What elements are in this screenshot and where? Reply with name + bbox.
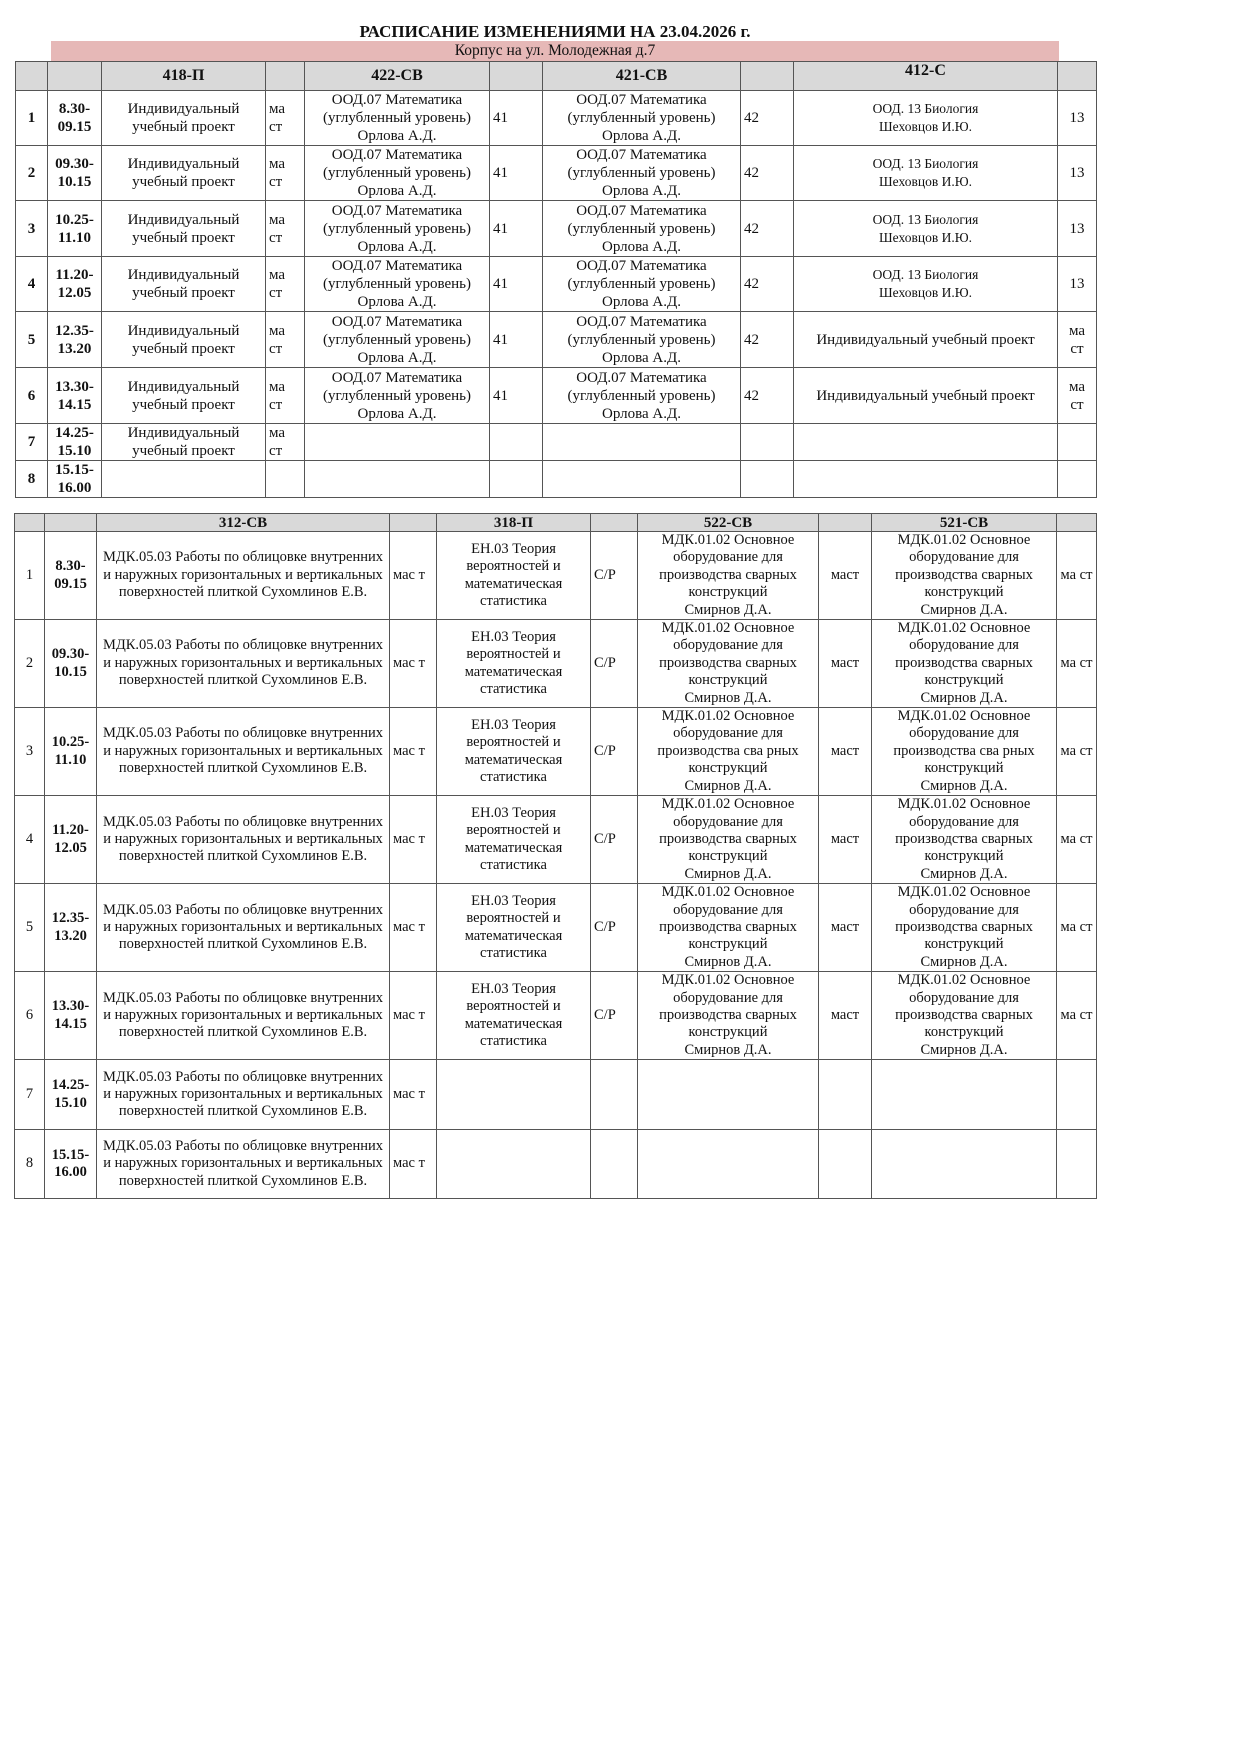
lesson-subject: МДК.05.03 Работы по облицовке внутренних и наружных горизонтальных и вертикальных поверхностей плиткой Сухомлинов Е.В. [97, 972, 390, 1060]
lesson-subject: ЕН.03 Теория вероятностей и математическая статистика [437, 532, 591, 620]
lesson-number: 6 [15, 972, 45, 1060]
lesson-subject: ЕН.03 Теория вероятностей и математическая статистика [437, 796, 591, 884]
room: 41 [490, 368, 543, 424]
table-row [15, 884, 1097, 972]
lesson-subject: МДК.01.02 Основное оборудование для производства сварных конструкций Смирнов Д.А. [872, 796, 1057, 884]
lesson-time: 13.30- 14.15 [48, 368, 102, 424]
lesson-number: 5 [15, 884, 45, 972]
lesson-time: 10.25- 11.10 [48, 201, 102, 257]
header-cell [1057, 514, 1097, 532]
lesson-subject: ООД.07 Математика (углубленный уровень) Орлова А.Д. [305, 368, 490, 424]
header-cell [490, 62, 543, 91]
room: С/Р [591, 884, 638, 972]
room: 13 [1058, 91, 1097, 146]
room [266, 461, 305, 498]
lesson-number: 7 [16, 424, 48, 461]
lesson-time: 12.35- 13.20 [48, 312, 102, 368]
room: 13 [1058, 201, 1097, 257]
lesson-subject: ООД.07 Математика (углубленный уровень) Орлова А.Д. [543, 368, 741, 424]
lesson-subject: МДК.05.03 Работы по облицовке внутренних и наружных горизонтальных и вертикальных поверхностей плиткой Сухомлинов Е.В. [97, 1060, 390, 1130]
header-cell [591, 514, 638, 532]
lesson-subject: МДК.05.03 Работы по облицовке внутренних и наружных горизонтальных и вертикальных поверхностей плиткой Сухомлинов Е.В. [97, 884, 390, 972]
lesson-subject: ЕН.03 Теория вероятностей и математическая статистика [437, 884, 591, 972]
lesson-time: 15.15- 16.00 [48, 461, 102, 498]
lesson-subject [872, 1130, 1057, 1199]
room: мас т [390, 884, 437, 972]
lesson-subject: ООД.07 Математика (углубленный уровень) Орлова А.Д. [543, 312, 741, 368]
lesson-time: 13.30- 14.15 [45, 972, 97, 1060]
lesson-subject: ЕН.03 Теория вероятностей и математическая статистика [437, 620, 591, 708]
room [1058, 461, 1097, 498]
room: 13 [1058, 146, 1097, 201]
lesson-subject: Индивидуальный учебный проект [102, 91, 266, 146]
header-cell [15, 514, 45, 532]
group-header: 421-СВ [543, 62, 741, 91]
schedule-table-2 [14, 513, 1097, 1199]
room: маст [819, 532, 872, 620]
lesson-subject: МДК.01.02 Основное оборудование для производства сварных конструкций Смирнов Д.А. [638, 884, 819, 972]
lesson-subject: Индивидуальный учебный проект [794, 368, 1058, 424]
table-row [16, 312, 1097, 368]
table-row [16, 91, 1097, 146]
group-header: 422-СВ [305, 62, 490, 91]
room: ма ст [1057, 620, 1097, 708]
room: 13 [1058, 257, 1097, 312]
room: 42 [741, 146, 794, 201]
lesson-subject: МДК.05.03 Работы по облицовке внутренних и наружных горизонтальных и вертикальных поверхностей плиткой Сухомлинов Е.В. [97, 1130, 390, 1199]
table-row [16, 424, 1097, 461]
lesson-subject: ООД.07 Математика (углубленный уровень) Орлова А.Д. [543, 146, 741, 201]
lesson-time: 11.20- 12.05 [45, 796, 97, 884]
room [819, 1130, 872, 1199]
lesson-time: 12.35- 13.20 [45, 884, 97, 972]
lesson-subject: ООД.07 Математика (углубленный уровень) Орлова А.Д. [305, 201, 490, 257]
room [591, 1060, 638, 1130]
lesson-time: 8.30- 09.15 [45, 532, 97, 620]
header-cell [266, 62, 305, 91]
lesson-subject: МДК.01.02 Основное оборудование для производства сварных конструкций Смирнов Д.А. [872, 620, 1057, 708]
room [741, 461, 794, 498]
room: С/Р [591, 620, 638, 708]
table-row [15, 532, 1097, 620]
room: ма ст [1057, 708, 1097, 796]
room: ма ст [1057, 796, 1097, 884]
lesson-subject [794, 424, 1058, 461]
room: маст [819, 708, 872, 796]
room: 42 [741, 91, 794, 146]
building-label: Корпус на ул. Молодежная д.7 [51, 41, 1059, 61]
lesson-subject [543, 424, 741, 461]
room [1057, 1130, 1097, 1199]
lesson-subject: ООД. 13 Биология Шеховцов И.Ю. [794, 257, 1058, 312]
lesson-subject: МДК.05.03 Работы по облицовке внутренних и наружных горизонтальных и вертикальных поверхностей плиткой Сухомлинов Е.В. [97, 708, 390, 796]
lesson-subject: ООД.07 Математика (углубленный уровень) Орлова А.Д. [305, 91, 490, 146]
room: ма ст [1058, 312, 1097, 368]
room: мас т [390, 708, 437, 796]
lesson-subject: Индивидуальный учебный проект [794, 312, 1058, 368]
group-header: 522-СВ [638, 514, 819, 532]
room [490, 461, 543, 498]
lesson-number: 1 [16, 91, 48, 146]
room: ма ст [266, 201, 305, 257]
lesson-time: 10.25- 11.10 [45, 708, 97, 796]
table-row [15, 796, 1097, 884]
lesson-subject: ООД. 13 Биология Шеховцов И.Ю. [794, 146, 1058, 201]
lesson-number: 6 [16, 368, 48, 424]
lesson-number: 4 [15, 796, 45, 884]
lesson-number: 7 [15, 1060, 45, 1130]
lesson-subject [543, 461, 741, 498]
lesson-subject: ООД.07 Математика (углубленный уровень) Орлова А.Д. [305, 257, 490, 312]
room: ма ст [266, 257, 305, 312]
table-row [15, 708, 1097, 796]
room: С/Р [591, 708, 638, 796]
lesson-subject: МДК.01.02 Основное оборудование для производства сварных конструкций Смирнов Д.А. [638, 532, 819, 620]
room: С/Р [591, 796, 638, 884]
table-row [15, 972, 1097, 1060]
lesson-subject: ООД. 13 Биология Шеховцов И.Ю. [794, 201, 1058, 257]
room: ма ст [1057, 532, 1097, 620]
lesson-subject [305, 461, 490, 498]
group-header: 418-П [102, 62, 266, 91]
room: ма ст [266, 368, 305, 424]
lesson-subject: Индивидуальный учебный проект [102, 312, 266, 368]
table-row [16, 201, 1097, 257]
table-row [16, 257, 1097, 312]
lesson-subject [872, 1060, 1057, 1130]
group-header: 318-П [437, 514, 591, 532]
lesson-subject [638, 1130, 819, 1199]
room: маст [819, 972, 872, 1060]
lesson-subject: МДК.01.02 Основное оборудование для производства сварных конструкций Смирнов Д.А. [872, 532, 1057, 620]
header-cell [16, 62, 48, 91]
schedule-table-1 [15, 61, 1097, 498]
table-row [15, 1060, 1097, 1130]
lesson-time: 11.20- 12.05 [48, 257, 102, 312]
lesson-subject: МДК.01.02 Основное оборудование для производства сварных конструкций Смирнов Д.А. [872, 884, 1057, 972]
room: ма ст [1057, 972, 1097, 1060]
table-row [15, 1130, 1097, 1199]
header-cell [45, 514, 97, 532]
lesson-subject [102, 461, 266, 498]
lesson-subject [794, 461, 1058, 498]
lesson-time: 15.15- 16.00 [45, 1130, 97, 1199]
room: ма ст [1057, 884, 1097, 972]
lesson-subject [437, 1060, 591, 1130]
lesson-subject: Индивидуальный учебный проект [102, 257, 266, 312]
room: С/Р [591, 532, 638, 620]
header-row [15, 514, 1097, 532]
header-row [16, 62, 1097, 91]
room: мас т [390, 796, 437, 884]
page-title: РАСПИСАНИЕ ИЗМЕНЕНИЯМИ НА 23.04.2026 г. [359, 22, 751, 41]
lesson-subject: ЕН.03 Теория вероятностей и математическая статистика [437, 708, 591, 796]
header-cell [48, 62, 102, 91]
lesson-subject: ООД.07 Математика (углубленный уровень) Орлова А.Д. [305, 312, 490, 368]
lesson-number: 1 [15, 532, 45, 620]
lesson-subject [638, 1060, 819, 1130]
lesson-subject: Индивидуальный учебный проект [102, 146, 266, 201]
lesson-number: 4 [16, 257, 48, 312]
lesson-subject: ООД.07 Математика (углубленный уровень) Орлова А.Д. [543, 257, 741, 312]
room: маст [819, 620, 872, 708]
lesson-time: 09.30- 10.15 [48, 146, 102, 201]
table-row [15, 620, 1097, 708]
room: мас т [390, 532, 437, 620]
lesson-subject [305, 424, 490, 461]
lesson-subject: МДК.05.03 Работы по облицовке внутренних и наружных горизонтальных и вертикальных поверхностей плиткой Сухомлинов Е.В. [97, 796, 390, 884]
lesson-number: 5 [16, 312, 48, 368]
lesson-number: 8 [15, 1130, 45, 1199]
lesson-number: 3 [16, 201, 48, 257]
room: 41 [490, 146, 543, 201]
room: ма ст [266, 312, 305, 368]
lesson-number: 2 [15, 620, 45, 708]
room: 41 [490, 312, 543, 368]
lesson-subject: Индивидуальный учебный проект [102, 424, 266, 461]
header-cell [390, 514, 437, 532]
lesson-time: 09.30- 10.15 [45, 620, 97, 708]
room: мас т [390, 1060, 437, 1130]
room [591, 1130, 638, 1199]
room [1057, 1060, 1097, 1130]
room: маст [819, 796, 872, 884]
lesson-number: 2 [16, 146, 48, 201]
lesson-subject: МДК.01.02 Основное оборудование для производства сва рных конструкций Смирнов Д.А. [872, 708, 1057, 796]
lesson-subject: ООД.07 Математика (углубленный уровень) Орлова А.Д. [543, 91, 741, 146]
lesson-time: 14.25- 15.10 [48, 424, 102, 461]
room: мас т [390, 1130, 437, 1199]
lesson-subject: МДК.01.02 Основное оборудование для производства сварных конструкций Смирнов Д.А. [638, 972, 819, 1060]
room: ма ст [266, 424, 305, 461]
room: ма ст [266, 91, 305, 146]
room [1058, 424, 1097, 461]
lesson-number: 8 [16, 461, 48, 498]
table-row [16, 461, 1097, 498]
lesson-subject [437, 1130, 591, 1199]
lesson-subject: МДК.01.02 Основное оборудование для производства сварных конструкций Смирнов Д.А. [872, 972, 1057, 1060]
room: 42 [741, 257, 794, 312]
lesson-subject: ЕН.03 Теория вероятностей и математическая статистика [437, 972, 591, 1060]
group-header: 521-СВ [872, 514, 1057, 532]
room: 41 [490, 201, 543, 257]
lesson-subject: Индивидуальный учебный проект [102, 201, 266, 257]
room: ма ст [1058, 368, 1097, 424]
group-header: 312-СВ [97, 514, 390, 532]
room: 42 [741, 201, 794, 257]
lesson-subject: МДК.05.03 Работы по облицовке внутренних и наружных горизонтальных и вертикальных поверхностей плиткой Сухомлинов Е.В. [97, 532, 390, 620]
lesson-subject: ООД.07 Математика (углубленный уровень) Орлова А.Д. [543, 201, 741, 257]
room: 42 [741, 312, 794, 368]
lesson-subject: МДК.01.02 Основное оборудование для производства сварных конструкций Смирнов Д.А. [638, 620, 819, 708]
lesson-subject: МДК.05.03 Работы по облицовке внутренних и наружных горизонтальных и вертикальных поверхностей плиткой Сухомлинов Е.В. [97, 620, 390, 708]
table-row [16, 368, 1097, 424]
room: ма ст [266, 146, 305, 201]
table-row [16, 146, 1097, 201]
room: маст [819, 884, 872, 972]
room: С/Р [591, 972, 638, 1060]
lesson-subject: ООД.07 Математика (углубленный уровень) Орлова А.Д. [305, 146, 490, 201]
room: мас т [390, 620, 437, 708]
header-cell [1058, 62, 1097, 91]
lesson-subject: МДК.01.02 Основное оборудование для производства сварных конструкций Смирнов Д.А. [638, 796, 819, 884]
group-header: 412-С [794, 62, 1058, 91]
room [819, 1060, 872, 1130]
lesson-subject: Индивидуальный учебный проект [102, 368, 266, 424]
header-cell [741, 62, 794, 91]
header-cell [819, 514, 872, 532]
room [490, 424, 543, 461]
room: мас т [390, 972, 437, 1060]
lesson-subject: ООД. 13 Биология Шеховцов И.Ю. [794, 91, 1058, 146]
room [741, 424, 794, 461]
lesson-number: 3 [15, 708, 45, 796]
lesson-time: 8.30- 09.15 [48, 91, 102, 146]
room: 42 [741, 368, 794, 424]
lesson-time: 14.25- 15.10 [45, 1060, 97, 1130]
lesson-subject: МДК.01.02 Основное оборудование для производства сва рных конструкций Смирнов Д.А. [638, 708, 819, 796]
room: 41 [490, 91, 543, 146]
room: 41 [490, 257, 543, 312]
